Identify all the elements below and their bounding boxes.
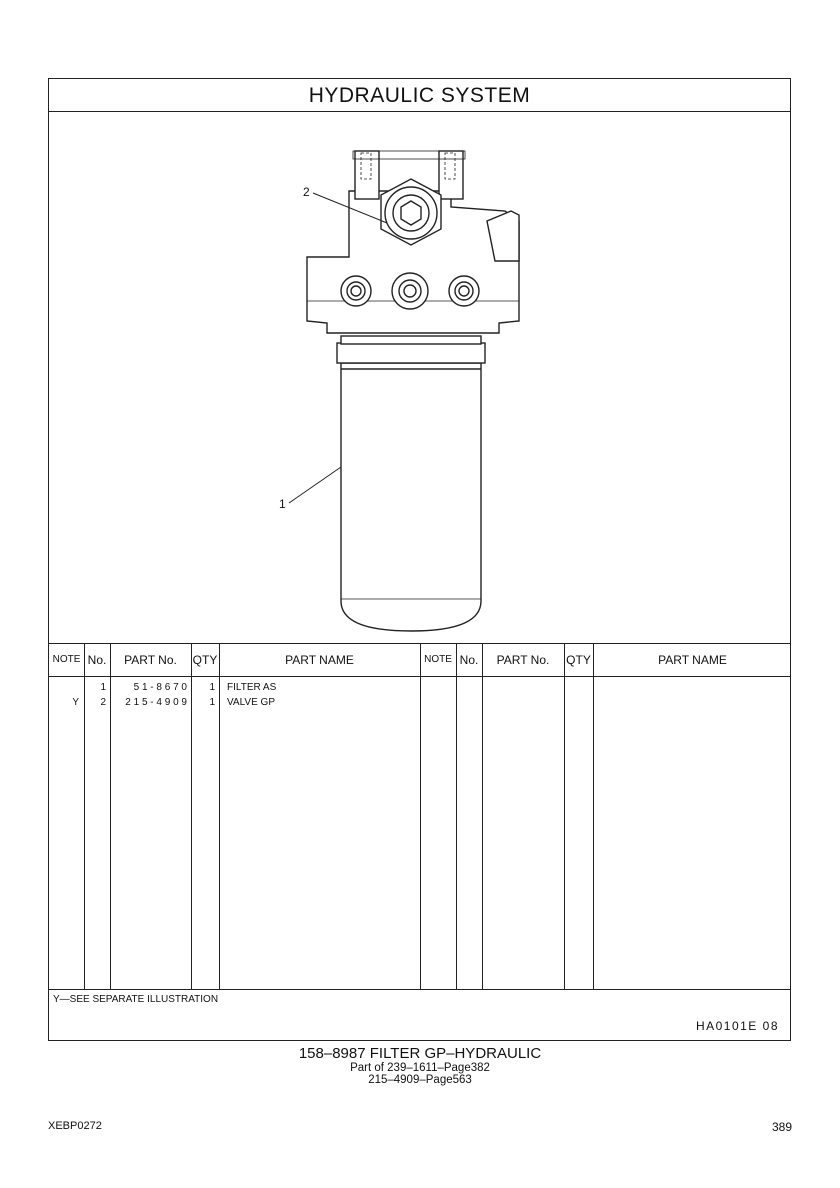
callout-2-label: 2: [303, 185, 310, 199]
illustration-code: HA0101E 08: [695, 1019, 779, 1033]
table-row: [49, 680, 790, 695]
header-note-right: NOTE: [424, 654, 452, 665]
row-part-number: 2 1 5 - 4 9 0 9: [125, 697, 187, 708]
row-item-number: 1: [100, 682, 106, 693]
illustration-area: [49, 111, 790, 643]
page-title: HYDRAULIC SYSTEM: [49, 79, 790, 112]
row-part-name: FILTER AS: [227, 682, 277, 693]
group-caption: [0, 1045, 840, 1086]
row-qty: 1: [209, 697, 215, 708]
row-note: [49, 680, 79, 695]
row-note: Y: [72, 697, 79, 708]
header-part-name-right: PART NAME: [658, 653, 727, 667]
header-qty-right: QTY: [566, 653, 591, 667]
group-title: 158–8987 FILTER GP–HYDRAULIC: [298, 1045, 542, 1062]
row-item-number: 2: [100, 697, 106, 708]
header-qty: QTY: [192, 653, 218, 667]
header-no-right: No.: [459, 653, 479, 667]
group-reference-1: Part of 239–1611–Page382: [350, 1062, 490, 1074]
row-qty: 1: [209, 682, 215, 693]
header-no: No.: [87, 653, 107, 667]
footnote: Y—SEE SEPARATE ILLUSTRATION: [53, 994, 219, 1005]
parts-table: [49, 643, 790, 990]
page-footer-box: [49, 989, 790, 1043]
page-number: 389: [771, 1120, 792, 1134]
callout-1-label: 1: [279, 497, 286, 511]
group-reference-2: 215–4909–Page563: [368, 1074, 472, 1086]
document-id: XEBP0272: [48, 1120, 102, 1132]
header-part-name: PART NAME: [285, 653, 354, 667]
header-note: NOTE: [52, 654, 81, 665]
row-part-number: 5 1 - 8 6 7 0: [133, 682, 187, 693]
header-part-no-right: PART No.: [496, 653, 550, 667]
header-part-no: PART No.: [124, 653, 177, 667]
parts-page-frame: [48, 78, 791, 1041]
table-row: [49, 695, 790, 710]
filter-assembly-drawing: [49, 111, 792, 643]
row-part-name: VALVE GP: [227, 697, 275, 708]
